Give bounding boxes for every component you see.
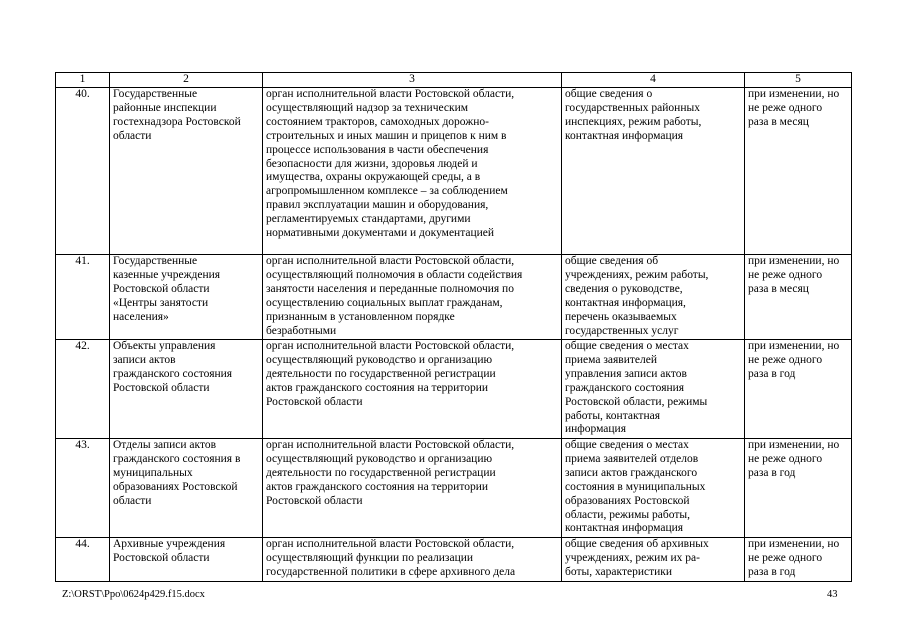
table-row xyxy=(56,88,852,255)
column-number-header: 2 xyxy=(110,73,263,88)
institution-name: Объекты управления записи актов гражданского состояния Ростовской области xyxy=(110,340,263,439)
update-frequency: при изменении, но не реже одного раза в месяц xyxy=(745,255,852,340)
information-content: общие сведения о местах приема заявителей управления записи актов гражданского состояния Ростовской области, режимы работы, контактная информация xyxy=(562,340,745,439)
information-content: общие сведения об учреждениях, режим работы, сведения о руководстве, контактная информация, перечень оказываемых государственных услуг xyxy=(562,255,745,340)
document-table xyxy=(55,72,852,582)
update-frequency: при изменении, но не реже одного раза в год xyxy=(745,538,852,582)
authority-description: орган исполнительной власти Ростовской области, осуществляющий функции по реализации государственной политики в сфере архивного дела xyxy=(263,538,562,582)
footer-page-number: 43 xyxy=(827,589,838,600)
row-number: 42. xyxy=(56,340,110,439)
row-number: 41. xyxy=(56,255,110,340)
information-content: общие сведения о местах приема заявителей отделов записи актов гражданского состояния в муниципальных образованиях Ростовской области, режимы работы, контактная информация xyxy=(562,439,745,538)
column-number-header: 5 xyxy=(745,73,852,88)
table-row xyxy=(56,439,852,538)
information-content: общие сведения о государственных районных инспекциях, режим работы, контактная информация xyxy=(562,88,745,255)
authority-description: орган исполнительной власти Ростовской области, осуществляющий полномочия в области содействия занятости населения и переданные полномочия по осуществлению социальных выплат гражданам, признанным в установленном порядке безработными xyxy=(263,255,562,340)
table-row xyxy=(56,538,852,582)
institution-name: Государственные районные инспекции гостехнадзора Ростовской области xyxy=(110,88,263,255)
row-number: 44. xyxy=(56,538,110,582)
authority-description: орган исполнительной власти Ростовской области, осуществляющий руководство и организацию деятельности по государственной регистрации актов гражданского состояния на территории Ростовской области xyxy=(263,439,562,538)
column-number-header: 4 xyxy=(562,73,745,88)
authority-description: орган исполнительной власти Ростовской области, осуществляющий руководство и организацию деятельности по государственной регистрации актов гражданского состояния на территории Ростовской области xyxy=(263,340,562,439)
column-number-header: 1 xyxy=(56,73,110,88)
authority-description: орган исполнительной власти Ростовской области, осуществляющий надзор за техническим состоянием тракторов, самоходных дорожно- строительных и иных машин и прицепов к ним в процессе использования в части обеспечения безопасности для жизни, здоровья людей и имущества, охраны окружающей среды, а в агропромышленном комплексе – за соблюдением правил эксплуатации машин и оборудования, регламентируемых стандартами, другими нормативными документами и документацией xyxy=(263,88,562,255)
institution-name: Архивные учреждения Ростовской области xyxy=(110,538,263,582)
institution-name: Государственные казенные учреждения Ростовской области «Центры занятости населения» xyxy=(110,255,263,340)
row-number: 43. xyxy=(56,439,110,538)
update-frequency: при изменении, но не реже одного раза в год xyxy=(745,340,852,439)
row-number: 40. xyxy=(56,88,110,255)
footer-file-path: Z:\ORST\Ppo\0624p429.f15.docx xyxy=(62,589,205,600)
column-number-header: 3 xyxy=(263,73,562,88)
update-frequency: при изменении, но не реже одного раза в месяц xyxy=(745,88,852,255)
information-content: общие сведения об архивных учреждениях, режим их ра- боты, характеристики xyxy=(562,538,745,582)
update-frequency: при изменении, но не реже одного раза в год xyxy=(745,439,852,538)
table-header-row xyxy=(56,73,852,88)
table-row xyxy=(56,255,852,340)
institution-name: Отделы записи актов гражданского состояния в муниципальных образованиях Ростовской области xyxy=(110,439,263,538)
table-row xyxy=(56,340,852,439)
